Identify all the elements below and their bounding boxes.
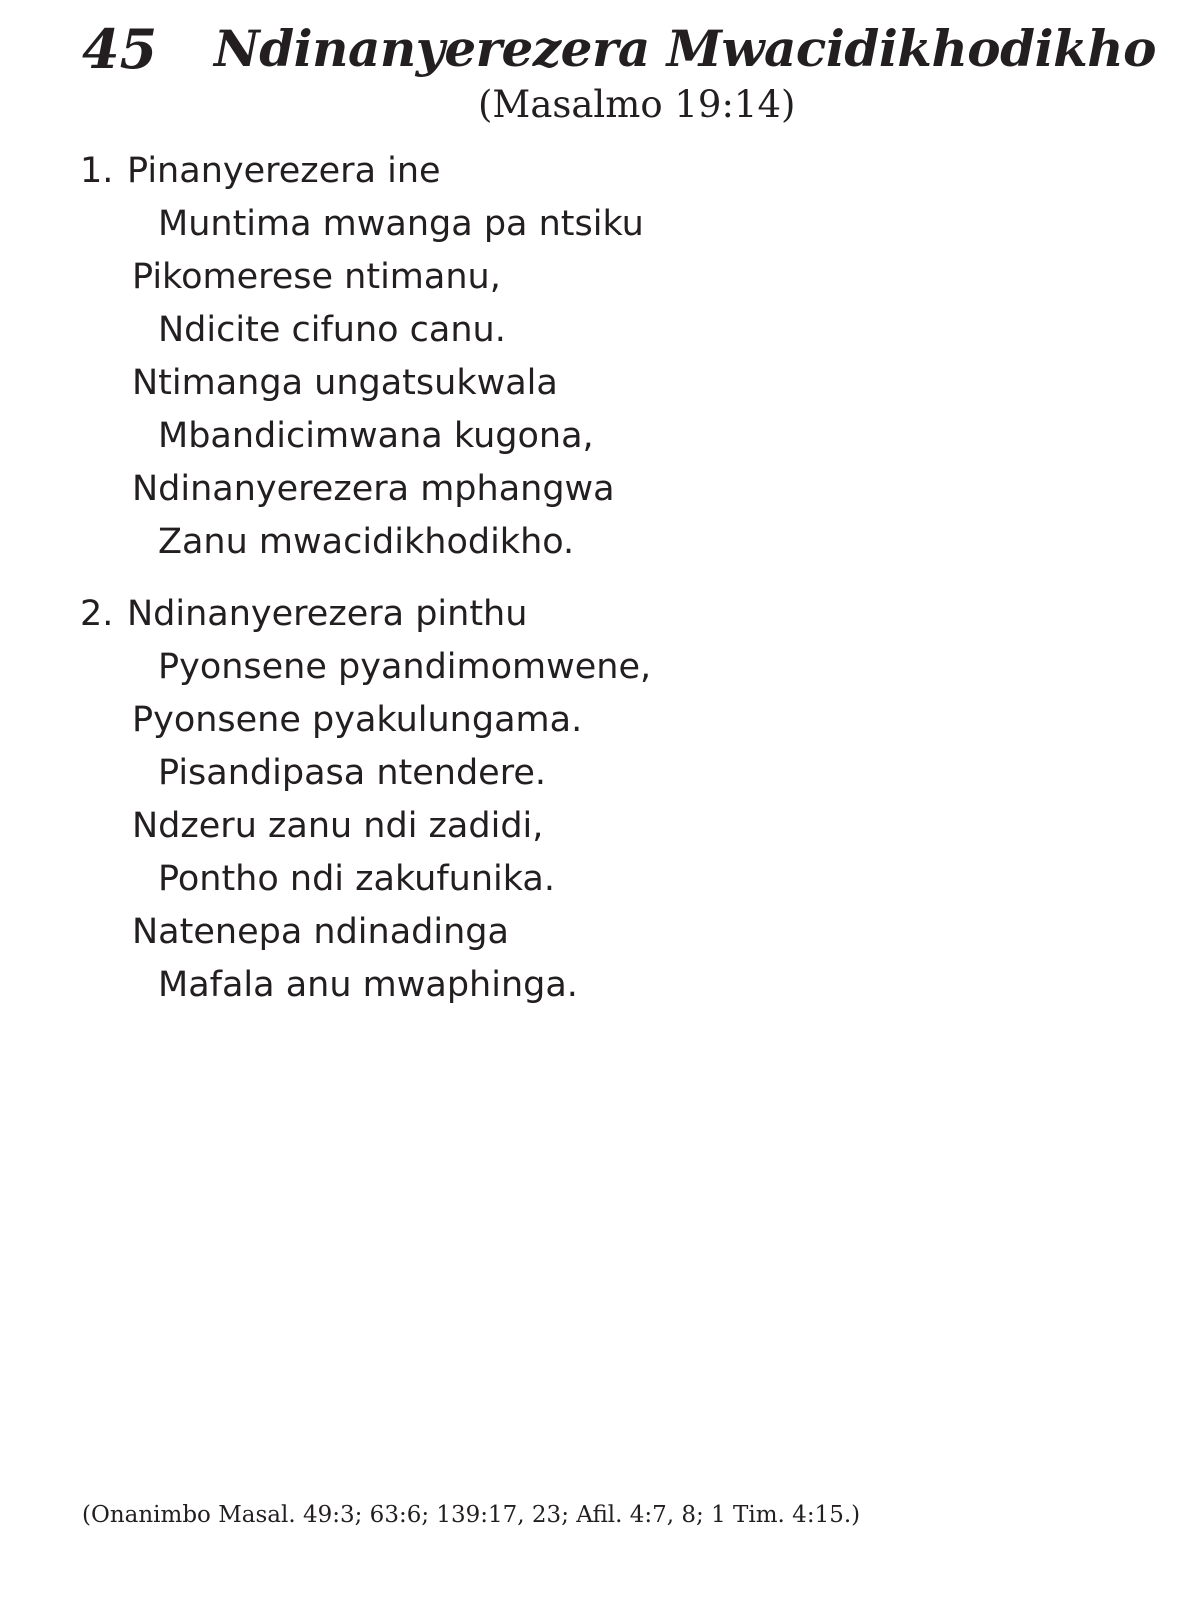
verse-line: Natenepa ndinadinga [132,912,509,952]
verse-line-text: Ndinanyerezera pinthu [127,594,528,634]
verse-1 [80,145,980,569]
song-title: Ndinanyerezera Mwacidikhodikho [214,19,1156,78]
verse-line: Ndicite cifuno canu. [158,310,506,350]
verse-line: Ntimanga ungatsukwala [132,363,558,403]
verse-line: Pikomerese ntimanu, [132,257,501,297]
verse-line: Ndzeru zanu ndi zadidi, [132,806,544,846]
verse-line-text: Pinanyerezera ine [127,151,441,191]
verse-line: Mbandicimwana kugona, [158,416,594,456]
footnote-references: (Onanimbo Masal. 49:3; 63:6; 139:17, 23; Afil. 4:7, 8; 1 Tim. 4:15.) [82,1502,861,1528]
verse-line: Mafala anu mwaphinga. [158,965,578,1005]
verse-line [80,588,980,641]
verse-line: Ndinanyerezera mphangwa [132,469,615,509]
verse-number: 1. [80,151,114,191]
verse-line: Muntima mwanga pa ntsiku [158,204,644,244]
verse-line: Pyonsene pyakulungama. [132,700,583,740]
verse-line: Zanu mwacidikhodikho. [158,522,575,562]
verse-line [80,145,980,198]
scripture-reference: (Masalmo 19:14) [478,83,796,126]
verse-line: Pyonsene pyandimomwene, [158,647,652,687]
verse-2 [80,588,980,1012]
verse-number: 2. [80,594,114,634]
verse-line: Pisandipasa ntendere. [158,753,546,793]
verse-line: Pontho ndi zakufunika. [158,859,555,899]
song-number: 45 [82,17,158,81]
song-header [82,14,1156,84]
